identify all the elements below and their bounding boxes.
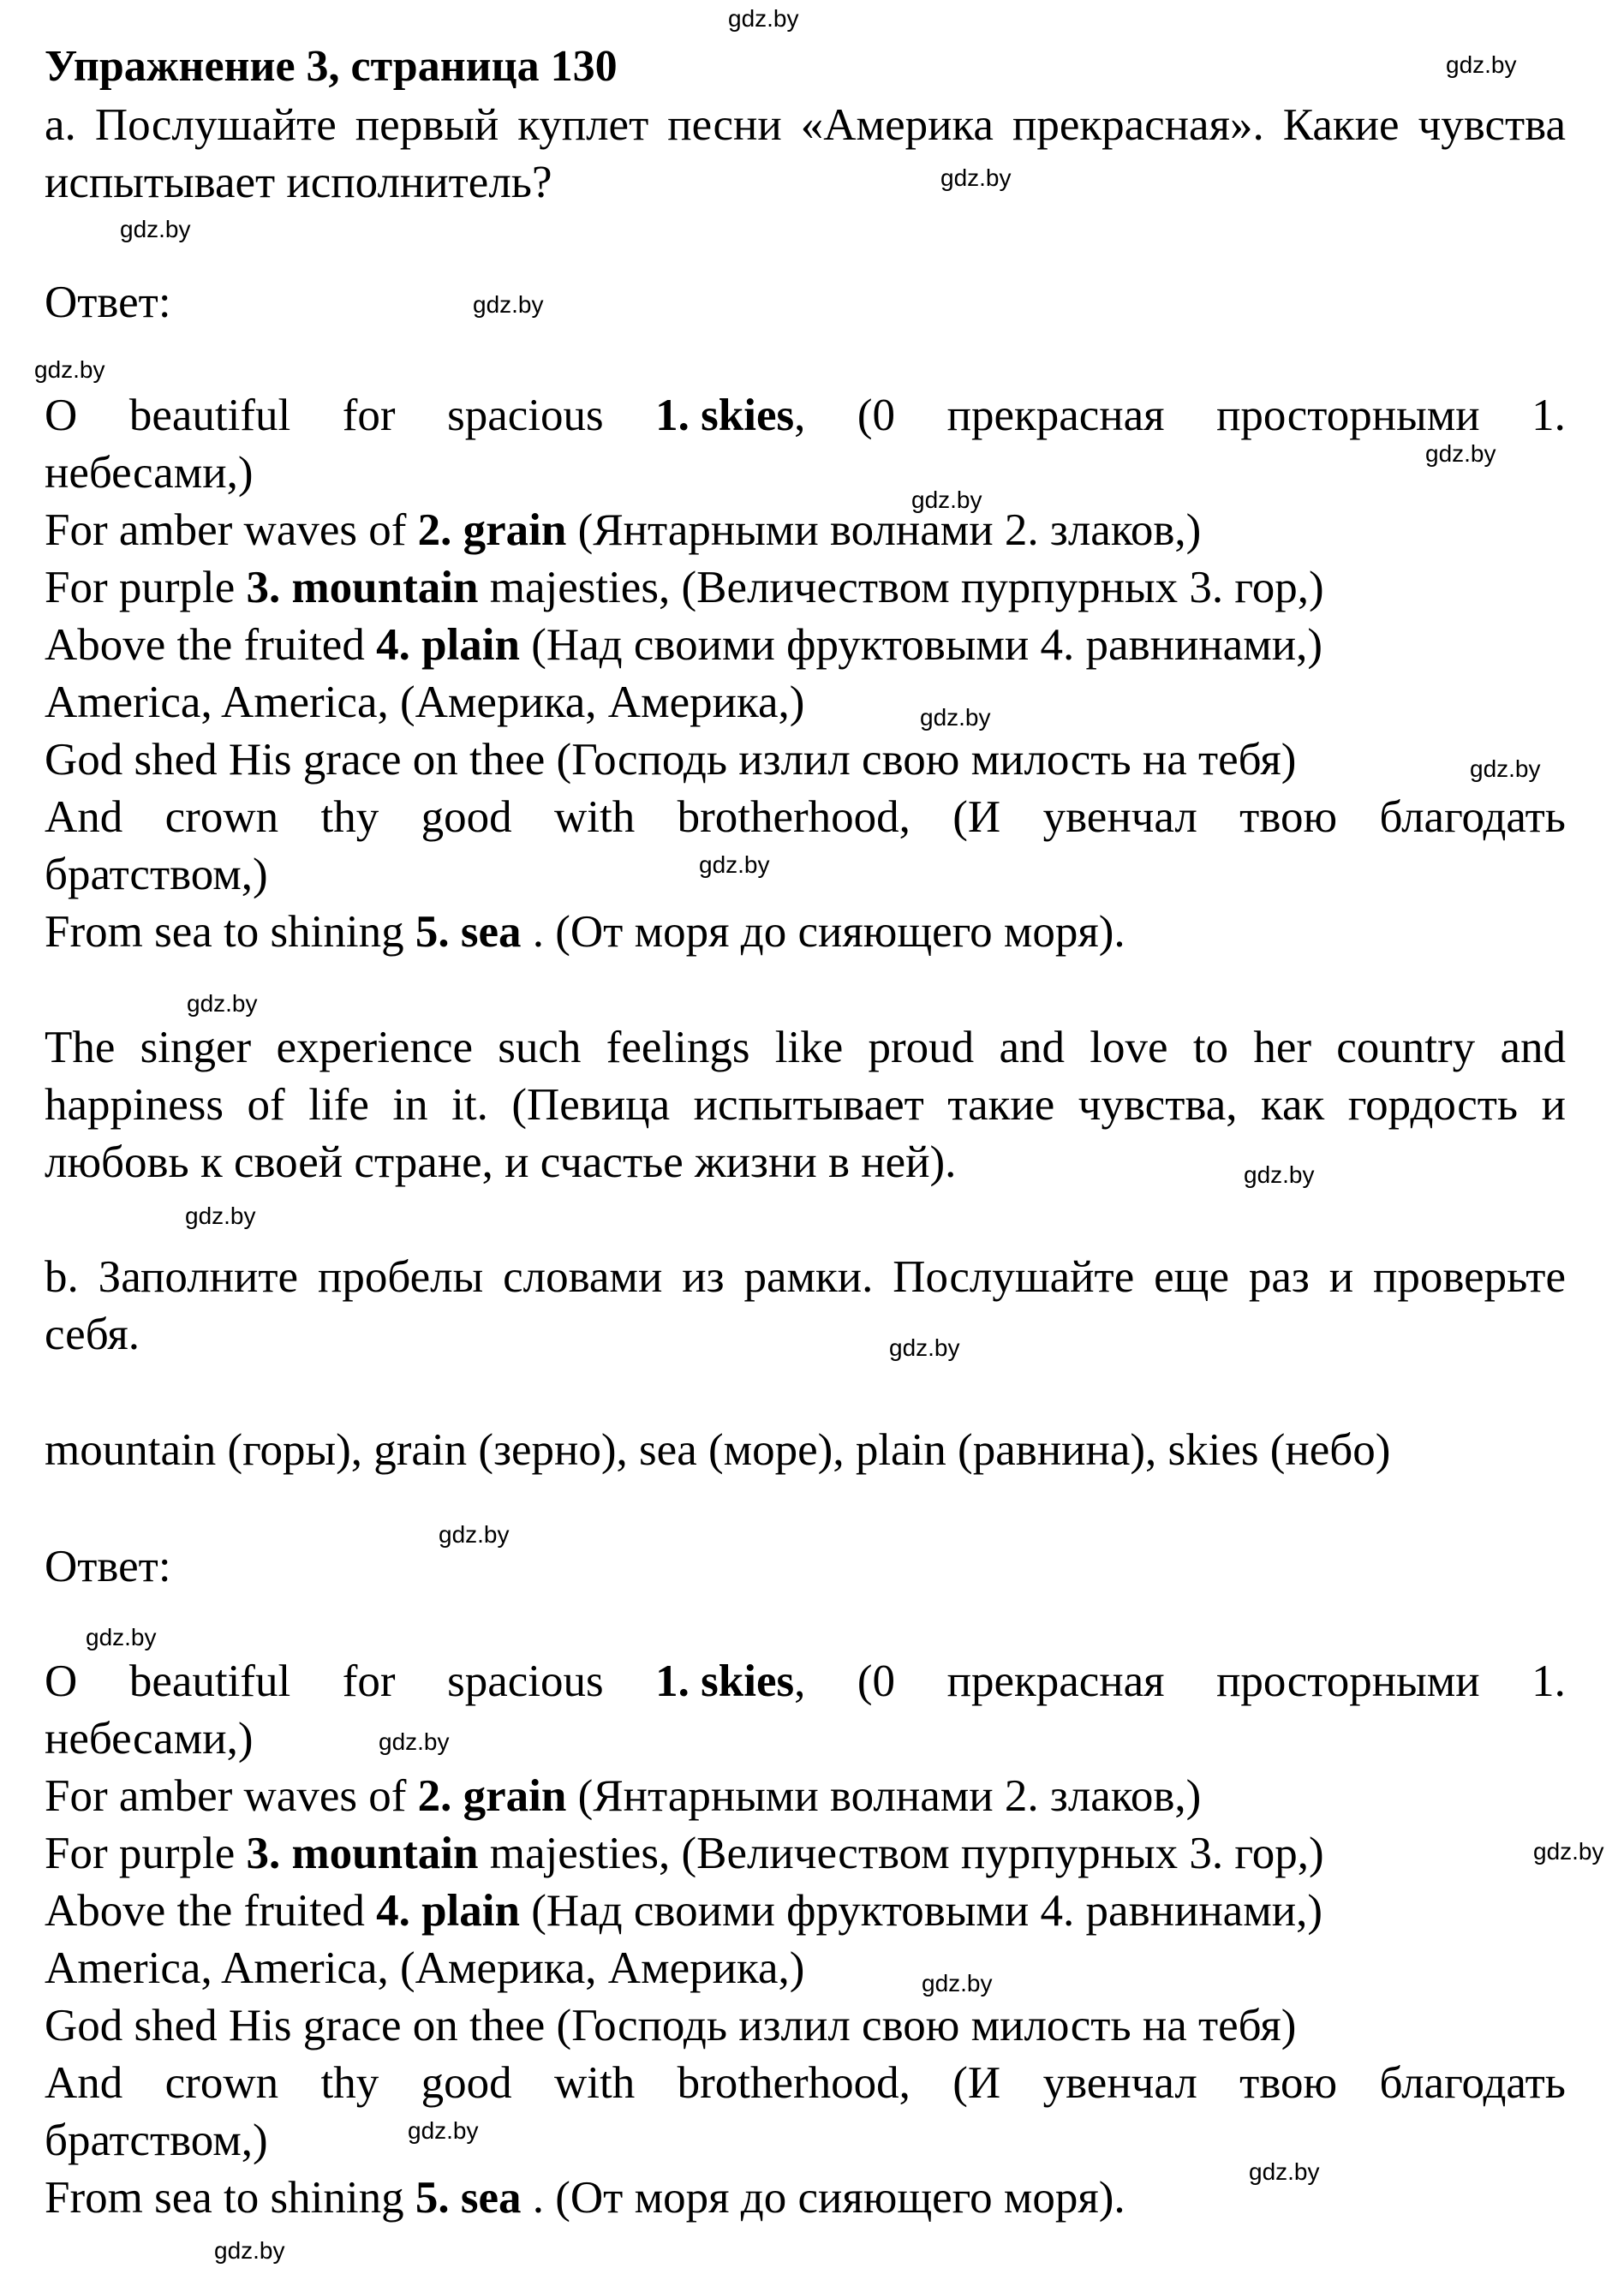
watermark: gdz.by (34, 356, 105, 383)
song-word: brotherhood, (677, 792, 911, 842)
song-2-line-5: America, America, (Америка, Америка,) (45, 1943, 805, 1993)
watermark: gdz.by (920, 704, 991, 731)
song-word: thy (320, 792, 379, 842)
song-word: for (342, 391, 396, 440)
watermark: gdz.by (889, 1334, 960, 1361)
watermark: gdz.by (728, 5, 799, 32)
song-word: thy (320, 2058, 379, 2108)
song-1-line-2: For amber waves of 2. grain (Янтарными волнами 2. злаков,) (45, 505, 1202, 555)
song-word: O (45, 1656, 78, 1706)
watermark: gdz.by (214, 2237, 285, 2264)
song-word: 1. (1531, 391, 1566, 440)
watermark: gdz.by (473, 291, 544, 318)
song-word: crown (164, 792, 279, 842)
watermark: gdz.by (439, 1521, 510, 1548)
song-2-line-7b: братством,) (45, 2116, 268, 2165)
watermark: gdz.by (1470, 755, 1541, 782)
song-2-line-2: For amber waves of 2. grain (Янтарными волнами 2. злаков,) (45, 1771, 1202, 1821)
word-box: mountain (горы), grain (зерно), sea (море), plain (равнина), skies (небо) (45, 1425, 1391, 1475)
song-word: просторными (1216, 391, 1480, 440)
song-word: beautiful (128, 1656, 291, 1706)
song-word: for (342, 1656, 396, 1706)
song-word: (0 (857, 1656, 896, 1706)
song-word: And (45, 2058, 123, 2108)
song-1-line-1b: небесами,) (45, 448, 254, 498)
song-word: увенчал (1042, 792, 1197, 842)
song-1-line-5: America, America, (Америка, Америка,) (45, 677, 805, 727)
feelings-answer: The singer experience such feelings like proud and love to her country and happiness of life in it. (Певица испытывает такие чувства, как гордость и любовь к своей стране, и счастье жизни в ней). (45, 1023, 1566, 1187)
song-1-line-7b: братством,) (45, 850, 268, 899)
song-word: with (553, 792, 636, 842)
song-word: beautiful (128, 391, 291, 440)
song-1-line-3: For purple 3. mountain majesties, (Величеством пурпурных 3. гор,) (45, 563, 1324, 612)
watermark: gdz.by (922, 1970, 993, 1996)
song-word-filled: 1. skies, (655, 1656, 806, 1706)
song-word: (0 (857, 391, 896, 440)
watermark: gdz.by (1244, 1161, 1315, 1188)
task-b-text: b. Заполните пробелы словами из рамки. Послушайте еще раз и проверьте себя. (45, 1252, 1566, 1359)
song-word: with (553, 2058, 636, 2108)
song-2-line-6: God shed His grace on thee (Господь излил свою милость на тебя) (45, 2001, 1297, 2050)
song-1-line-1 (45, 387, 1566, 445)
song-2-line-7 (45, 2055, 1566, 2112)
watermark: gdz.by (1249, 2158, 1320, 2185)
song-word: crown (164, 2058, 279, 2108)
watermark: gdz.by (1446, 51, 1517, 78)
song-2-line-3: For purple 3. mountain majesties, (Величеством пурпурных 3. гор,) (45, 1829, 1324, 1878)
exercise-title: Упражнение 3, страница 130 (45, 42, 618, 91)
song-2-line-1b: небесами,) (45, 1714, 254, 1764)
song-1-line-7 (45, 789, 1566, 846)
task-a-text: a. Послушайте первый куплет песни «Америка прекрасная». Какие чувства испытывает исполнитель? (45, 100, 1566, 207)
watermark: gdz.by (86, 1624, 157, 1650)
watermark: gdz.by (1533, 1838, 1604, 1865)
song-1-line-8: From sea to shining 5. sea . (От моря до сияющего моря). (45, 907, 1125, 957)
song-word-filled: 1. skies, (655, 391, 806, 440)
song-word: прекрасная (946, 391, 1165, 440)
watermark: gdz.by (408, 2117, 479, 2144)
watermark: gdz.by (379, 1728, 450, 1755)
song-word: good (421, 792, 512, 842)
answer-label-1: Ответ: (45, 278, 171, 327)
song-word: благодать (1379, 792, 1566, 842)
watermark: gdz.by (185, 1203, 256, 1229)
song-2-line-4: Above the fruited 4. plain (Над своими фруктовыми 4. равнинами,) (45, 1886, 1323, 1936)
song-1-line-6: God shed His grace on thee (Господь излил свою милость на тебя) (45, 735, 1297, 785)
song-word: spacious (447, 1656, 604, 1706)
song-2-line-8: From sea to shining 5. sea . (От моря до сияющего моря). (45, 2173, 1125, 2223)
song-word: (И (952, 792, 1001, 842)
watermark: gdz.by (699, 851, 770, 878)
watermark: gdz.by (911, 486, 982, 513)
song-word: просторными (1216, 1656, 1480, 1706)
song-word: spacious (447, 391, 604, 440)
song-word: (И (952, 2058, 1001, 2108)
song-word: good (421, 2058, 512, 2108)
song-word: прекрасная (946, 1656, 1165, 1706)
watermark: gdz.by (940, 164, 1012, 191)
song-word: O (45, 391, 78, 440)
song-2-line-1 (45, 1653, 1566, 1710)
song-word: 1. (1531, 1656, 1566, 1706)
watermark: gdz.by (187, 990, 258, 1017)
song-1-line-4: Above the fruited 4. plain (Над своими фруктовыми 4. равнинами,) (45, 620, 1323, 670)
song-word: And (45, 792, 123, 842)
song-word: увенчал (1042, 2058, 1197, 2108)
song-word: благодать (1379, 2058, 1566, 2108)
watermark: gdz.by (120, 216, 191, 242)
song-word: твою (1239, 2058, 1338, 2108)
answer-label-2: Ответ: (45, 1542, 171, 1591)
song-word: brotherhood, (677, 2058, 911, 2108)
watermark: gdz.by (1425, 440, 1496, 467)
song-word: твою (1239, 792, 1338, 842)
